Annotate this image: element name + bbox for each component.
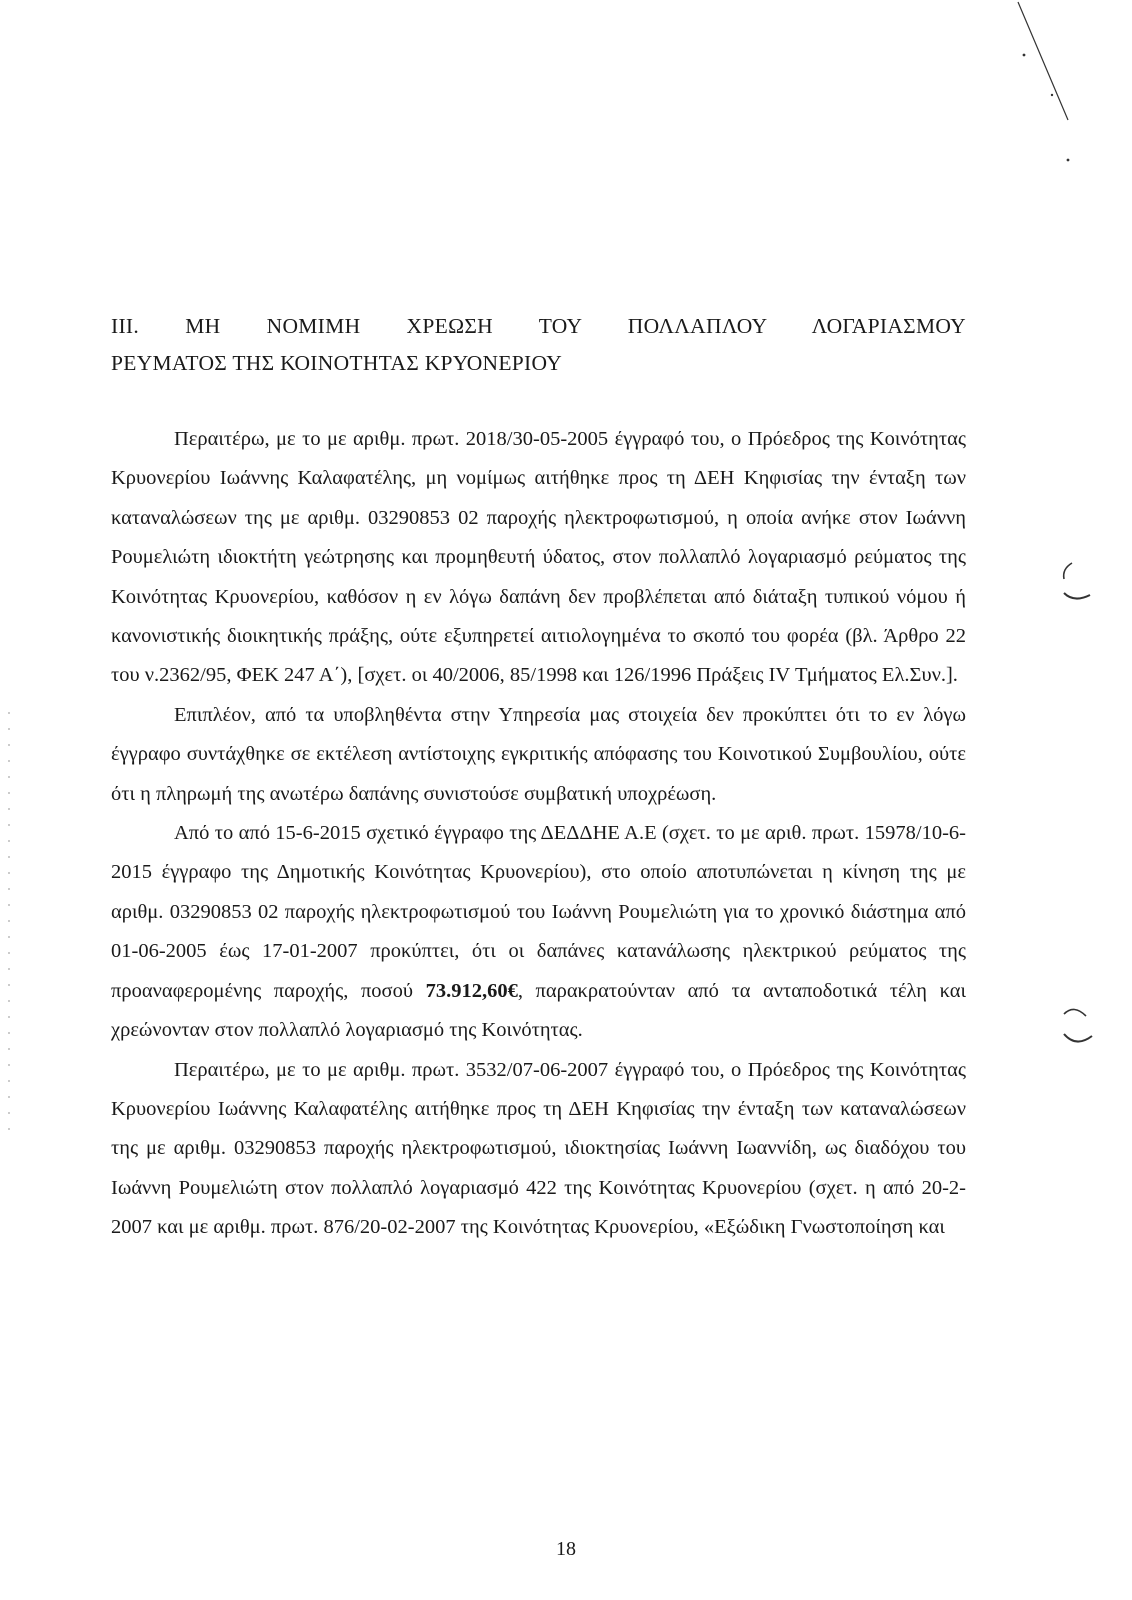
paragraph-3 bbox=[111, 814, 966, 1050]
scan-artifact-top-right bbox=[1010, 0, 1120, 170]
scan-artifact-right-2 bbox=[1050, 1000, 1110, 1060]
scan-artifact-left-margin bbox=[8, 712, 10, 1132]
paragraph-4: Περαιτέρω, με το με αριθμ. πρωτ. 3532/07-06-2007 έγγραφό του, ο Πρόεδρος της Κοινότητας Κρυονερίου Ιωάννης Καλαφατέλης αιτήθηκε προς τη ΔΕΗ Κηφισίας την ένταξη των καταναλώσεων της με αριθμ. 03290853 παροχής ηλεκτροφωτισμού, ιδιοκτησίας Ιωάννη Ιωαννίδη, ως διαδόχου του Ιωάννη Ρουμελιώτη στον πολλαπλό λογαριασμό 422 της Κοινότητας Κρυονερίου (σχετ. η από 20-2-2007 και με αριθμ. πρωτ. 876/20-02-2007 της Κοινότητας Κρυονερίου, «Εξώδικη Γνωστοποίηση και bbox=[111, 1058, 966, 1239]
section-heading-line-2: ΡΕΥΜΑΤΟΣ ΤΗΣ ΚΟΙΝΟΤΗΤΑΣ ΚΡΥΟΝΕΡΙΟΥ bbox=[111, 351, 563, 375]
page-number: 18 bbox=[556, 1538, 576, 1560]
paragraph-3-text-after: , παρακρατούνταν από τα ανταποδοτικά τέλη και χρεώνονταν στον πολλαπλό λογαριασμό της Κοινότητας. bbox=[111, 979, 966, 1042]
scan-artifact-right-1 bbox=[1050, 555, 1110, 615]
paragraph-1: Περαιτέρω, με το με αριθμ. πρωτ. 2018/30-05-2005 έγγραφό του, ο Πρόεδρος της Κοινότητας Κρυονερίου Ιωάννης Καλαφατέλης, μη νομίμως αιτήθηκε προς τη ΔΕΗ Κηφισίας την ένταξη των καταναλώσεων της με αριθμ. 03290853 02 παροχής ηλεκτροφωτισμού, η οποία ανήκε στον Ιωάννη Ρουμελιώτη ιδιοκτήτη γεώτρησης και προμηθευτή ύδατος, στον πολλαπλό λογαριασμό ρεύματος της Κοινότητας Κρυονερίου, καθόσον η εν λόγω δαπάνη δεν προβλέπεται από διάταξη τυπικού νόμου ή κανονιστικής διοικητικής πράξης, ούτε εξυπηρετεί αιτιολογημένα το σκοπό του φορέα (βλ. Άρθρο 22 του ν.2362/95, ΦΕΚ 247 Α΄), [σχετ. οι 40/2006, 85/1998 και 126/1996 Πράξεις IV Τμήματος Ελ.Συν.]. bbox=[111, 428, 966, 687]
paragraph-2: Επιπλέον, από τα υποβληθέντα στην Υπηρεσία μας στοιχεία δεν προκύπτει ότι το εν λόγω έγγραφο συντάχθηκε σε εκτέλεση αντίστοιχης εγκριτικής απόφασης του Κοινοτικού Συμβουλίου, ούτε ότι η πληρωμή της ανωτέρω δαπάνης συνιστούσε συμβατική υποχρέωση. bbox=[111, 703, 966, 805]
paragraph-3-text-before: Από το από 15-6-2015 σχετικό έγγραφο της ΔΕΔΔΗΕ Α.Ε (σχετ. το με αριθ. πρωτ. 15978/10-6-2015 έγγραφο της Δημοτικής Κοινότητας Κρυονερίου), στο οποίο αποτυπώνεται η κίνηση της με αριθμ. 03290853 02 παροχής ηλεκτροφωτισμού του Ιωάννη Ρουμελιώτη για το χρονικό διάστημα από 01-06-2005 έως 17-01-2007 προκύπτει, ότι οι δαπάνες κατανάλωσης ηλεκτρικού ρεύματος της προαναφερομένης παροχής, ποσού bbox=[111, 822, 966, 1002]
section-heading-line-1: ΙΙΙ. ΜΗ ΝΟΜΙΜΗ ΧΡΕΩΣΗ ΤΟΥ ΠΟΛΛΑΠΛΟΥ ΛΟΓΑΡΙΑΣΜΟΥ bbox=[111, 314, 966, 338]
paragraph-3-amount: 73.912,60€ bbox=[425, 979, 518, 1002]
body-text bbox=[111, 420, 966, 1248]
section-heading bbox=[111, 308, 966, 382]
